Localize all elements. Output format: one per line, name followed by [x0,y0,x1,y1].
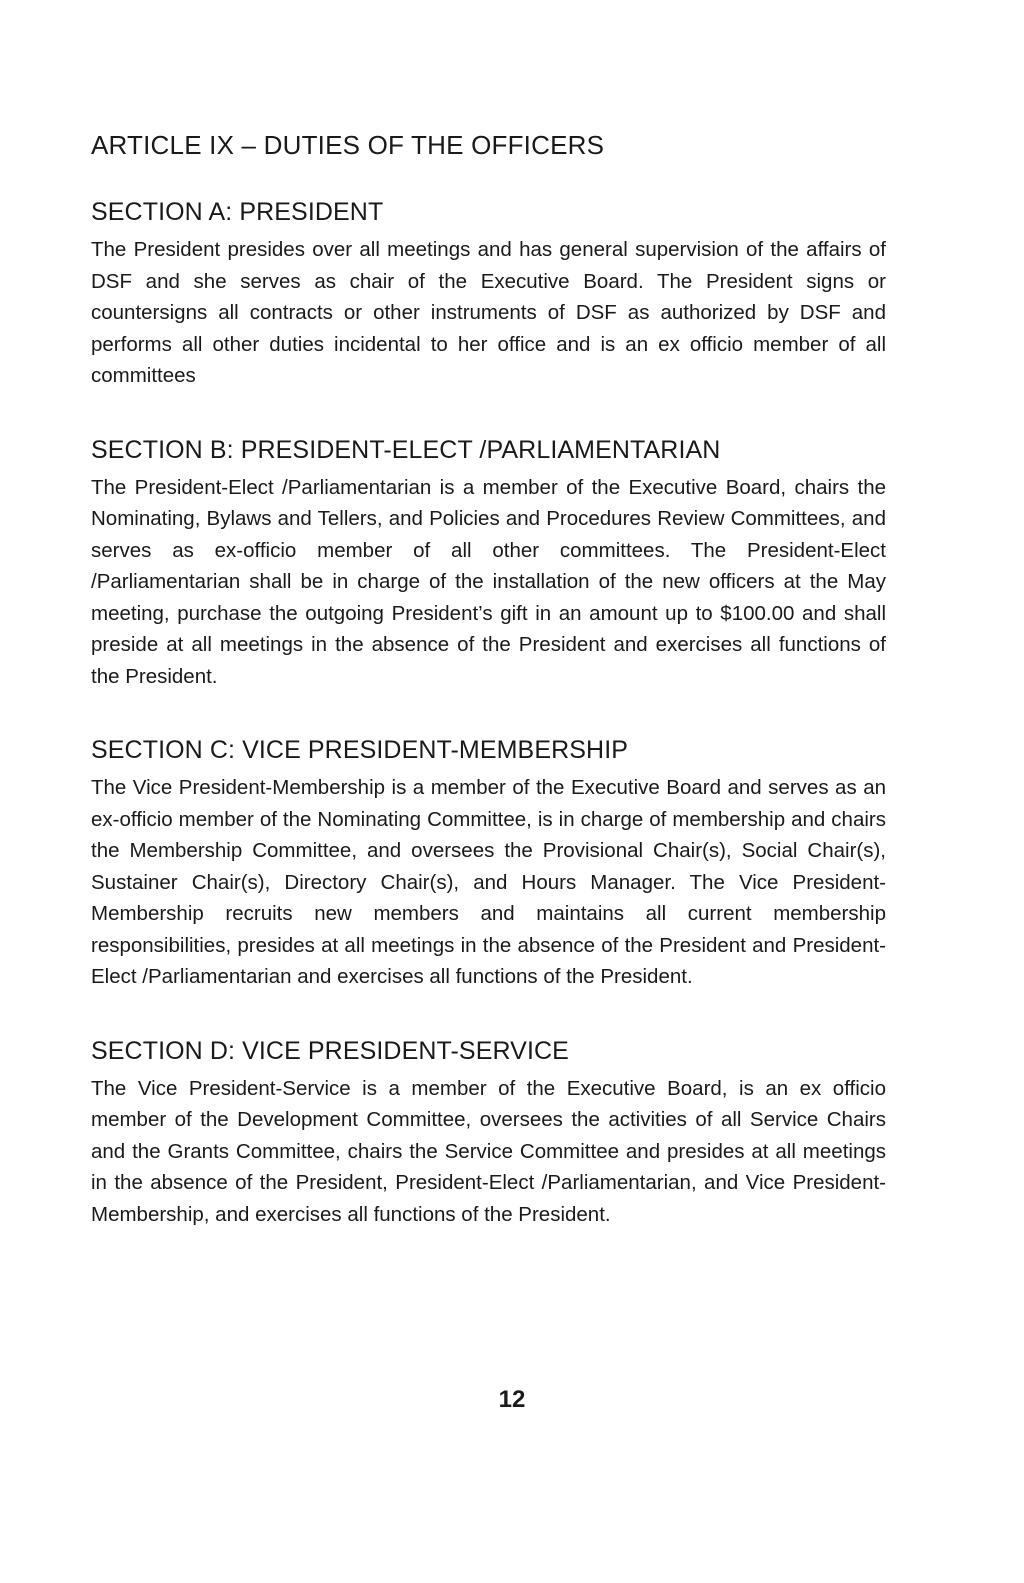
section-vice-president-membership [91,734,886,993]
section-heading: SECTION D: VICE PRESIDENT-SERVICE [91,1036,569,1065]
document-page [91,128,886,1272]
section-body: The Vice President-Membership is a member of the Executive Board and serves as an ex-officio member of the Nominating Committee, is in charge of membership and chairs the Membership Committee, and oversees the Provisional Chair(s), Social Chair(s), Sustainer Chair(s), Directory Chair(s), and Hours Manager. The Vice President-Membership recruits new members and maintains all current membership responsibilities, presides at all meetings in the absence of the President and President-Elect /Parliamentarian and exercises all functions of the President. [91,776,886,988]
section-body: The Vice President-Service is a member of the Executive Board, is an ex officio member of the Development Committee, oversees the activities of all Service Chairs and the Grants Committee, chairs the Service Committee and presides at all meetings in the absence of the President, President-Elect /Parliamentarian, and Vice President-Membership, and exercises all functions of the President. [91,1076,886,1226]
article-title: ARTICLE IX – DUTIES OF THE OFFICERS [91,130,605,160]
section-heading: SECTION B: PRESIDENT-ELECT /PARLIAMENTARIAN [91,435,721,464]
section-president-elect [91,434,886,693]
section-vice-president-service [91,1035,886,1231]
section-president [91,196,886,392]
section-heading: SECTION A: PRESIDENT [91,198,384,226]
page-number: 12 [498,1386,526,1413]
section-heading: SECTION C: VICE PRESIDENT-MEMBERSHIP [91,736,629,764]
section-body: The President presides over all meetings and has general supervision of the affairs of DSF and she serves as chair of the Executive Board. The President signs or countersigns all contracts or other instruments of DSF as authorized by DSF and performs all other duties incidental to her office and is an ex officio member of all committees [91,238,886,387]
section-body: The President-Elect /Parliamentarian is a member of the Executive Board, chairs the Nominating, Bylaws and Tellers, and Policies and Procedures Review Committees, and serves as ex-officio member of all other committees. The President-Elect /Parliamentarian shall be in charge of the installation of the new officers at the May meeting, purchase the outgoing President’s gift in an amount up to $100.00 and shall preside at all meetings in the absence of the President and exercises all functions of the President. [91,475,886,688]
